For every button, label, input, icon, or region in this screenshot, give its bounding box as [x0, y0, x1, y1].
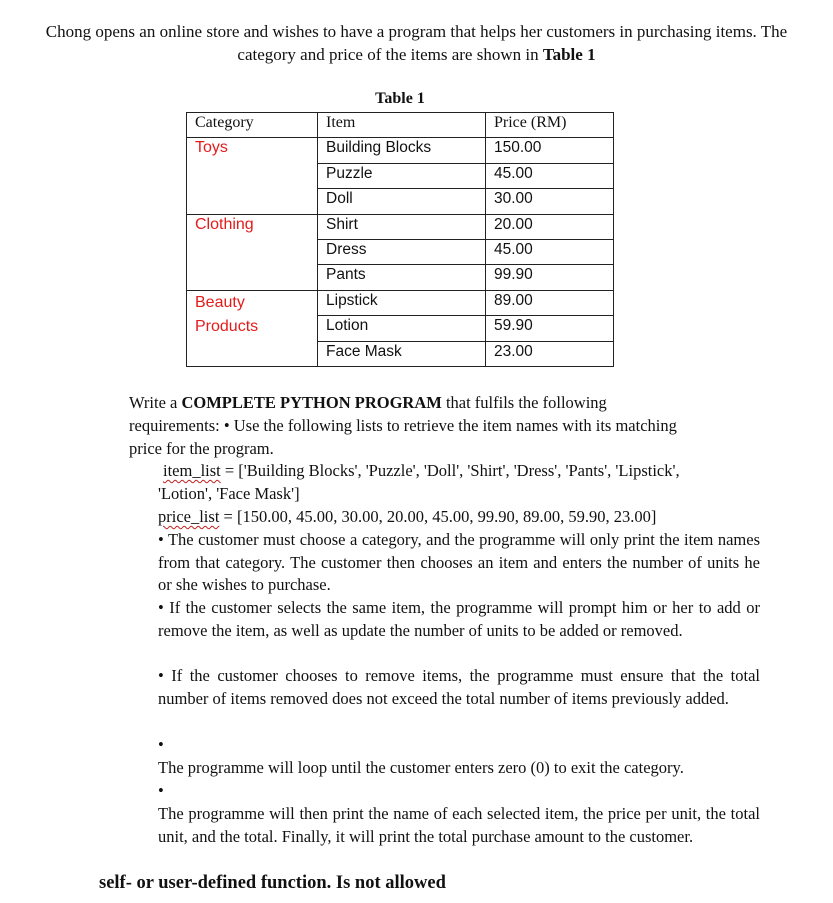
intro-table-ref: Table 1 — [542, 45, 596, 64]
item-cell: Lipstick — [318, 290, 486, 315]
price-list-var: price_list — [158, 507, 220, 526]
price-cell: 45.00 — [486, 163, 614, 188]
category-beauty-line1: Beauty — [195, 293, 245, 311]
task-paragraph — [129, 391, 699, 460]
item-cell: Shirt — [318, 214, 486, 239]
price-cell: 45.00 — [486, 239, 614, 264]
price-cell: 30.00 — [486, 189, 614, 214]
price-cell: 59.90 — [486, 316, 614, 341]
table-row — [187, 214, 614, 239]
price-cell: 150.00 — [486, 138, 614, 163]
category-toys: Toys — [187, 138, 318, 214]
requirement-bullet-4: The programme will loop until the customer enters zero (0) to exit the category. — [158, 758, 684, 777]
task-text-start: Write a — [129, 393, 182, 412]
requirement-bullet-1: • The customer must choose a category, and the programme will only print the item names from that category. The customer then chooses an item and enters the number of units he or she wishes to purchase. — [158, 530, 760, 594]
bullet-marker-4: • — [158, 735, 164, 754]
item-list-value: = ['Building Blocks', 'Puzzle', 'Doll', 'Shirt', 'Dress', 'Pants', 'Lipstick', — [220, 461, 680, 480]
price-list-code — [158, 506, 760, 529]
item-cell: Face Mask — [318, 341, 486, 366]
price-cell: 89.00 — [486, 290, 614, 315]
table-caption: Table 1 — [375, 90, 425, 107]
requirement-bullet-5: The programme will then print the name of each selected item, the price per unit, the total unit, and the total. Finally, it will print the total purchase amount to the customer. — [158, 804, 760, 846]
item-list-code — [163, 460, 763, 483]
footer-note: self- or user-defined function. Is not allowed — [99, 873, 446, 893]
item-cell: Dress — [318, 239, 486, 264]
header-price: Price (RM) — [486, 113, 614, 138]
intro-paragraph — [40, 20, 793, 66]
table-row — [187, 138, 614, 163]
intro-text: Chong opens an online store and wishes to have a program that helps her customers in purchasing items. The category and price of the items are shown in — [45, 22, 788, 64]
item-list-code-cont: 'Lotion', 'Face Mask'] — [158, 484, 300, 503]
task-text-rest: that fulfils the following requirements: • Use the following lists to retrieve the item names with its matching price for the program. — [129, 393, 677, 458]
item-cell: Lotion — [318, 316, 486, 341]
header-item: Item — [318, 113, 486, 138]
item-list-var: item_list — [163, 461, 221, 480]
category-beauty-products — [187, 290, 318, 366]
price-table — [186, 112, 614, 367]
item-cell: Building Blocks — [318, 138, 486, 163]
price-cell: 20.00 — [486, 214, 614, 239]
category-beauty-line2: Products — [195, 317, 259, 335]
price-cell: 23.00 — [486, 341, 614, 366]
bullet-marker-5: • — [158, 781, 164, 800]
header-category: Category — [187, 113, 318, 138]
table-row — [187, 290, 614, 315]
requirement-bullet-3: • If the customer chooses to remove items, the programme must ensure that the total number of items removed does not exceed the total number of items previously added. — [158, 666, 760, 708]
task-emphasis: COMPLETE PYTHON PROGRAM — [181, 393, 442, 412]
category-clothing: Clothing — [187, 214, 318, 290]
price-cell: 99.90 — [486, 265, 614, 290]
item-cell: Doll — [318, 189, 486, 214]
price-list-value: = [150.00, 45.00, 30.00, 20.00, 45.00, 99.90, 89.00, 59.90, 23.00] — [219, 507, 657, 526]
requirement-bullet-2: • If the customer selects the same item, the programme will prompt him or her to add or remove the item, as well as update the number of units to be added or removed. — [158, 598, 760, 640]
item-cell: Puzzle — [318, 163, 486, 188]
table-header-row — [187, 113, 614, 138]
item-cell: Pants — [318, 265, 486, 290]
